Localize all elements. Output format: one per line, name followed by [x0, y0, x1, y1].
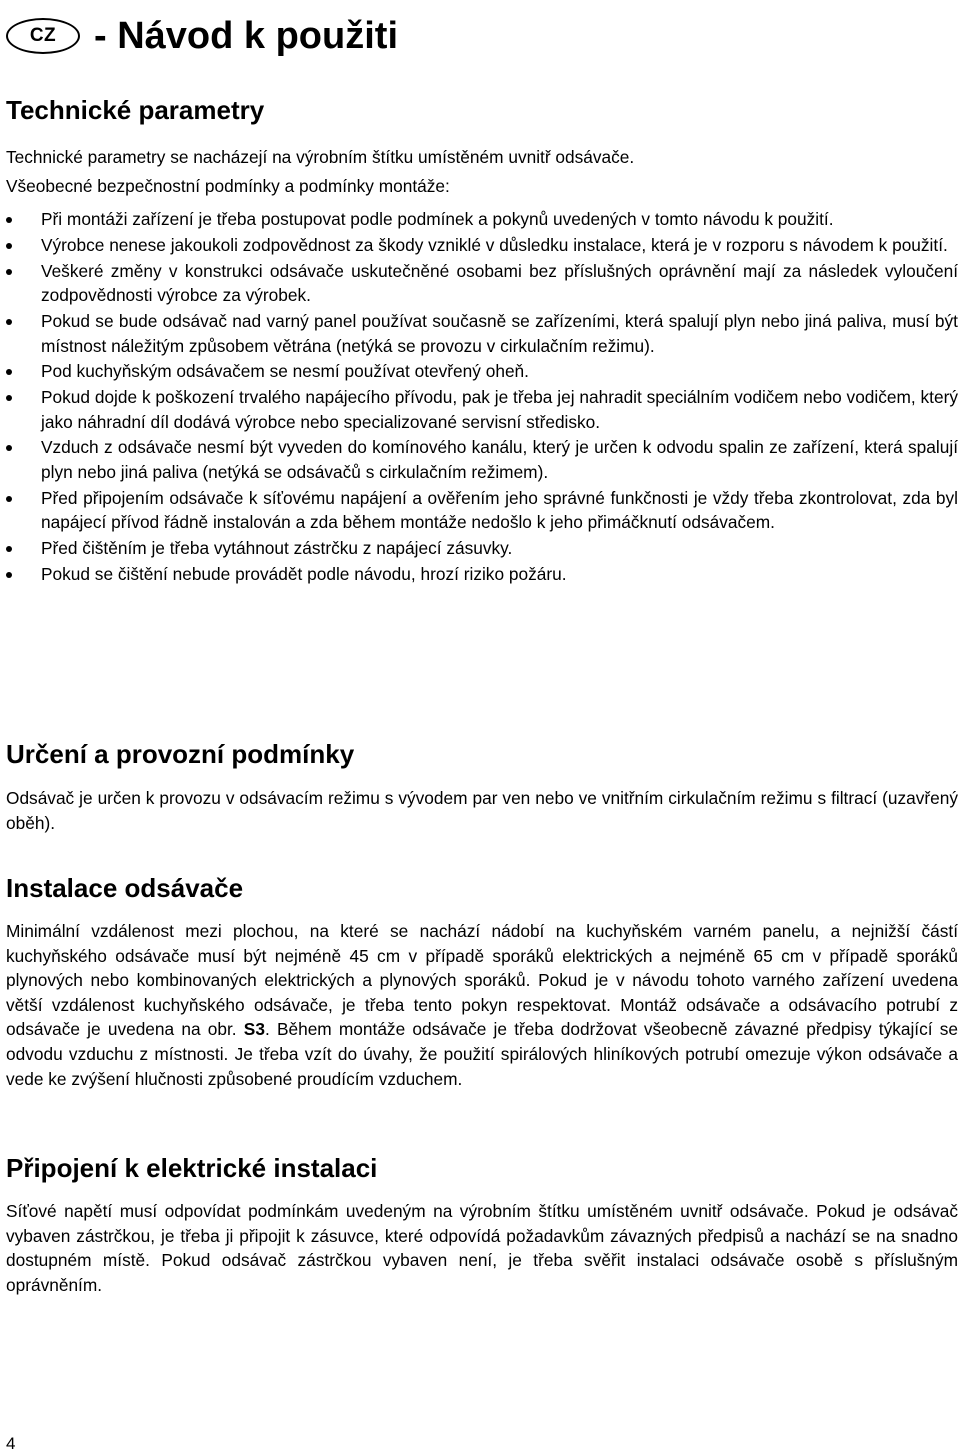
list-item: Vzduch z odsávače nesmí být vyveden do komínového kanálu, který je určen k odvodu spalin ze zařízení, která spalují plyn nebo jiná paliva (netýká se odsávačů s cirkulačním režimem). — [6, 435, 958, 484]
bullet-icon — [6, 319, 12, 325]
installation-paragraph: Minimální vzdálenost mezi plochou, na které se nachází nádobí na kuchyňském varném panelu, a nejnižší částí kuchyňského odsávače musí být nejméně 45 cm v případě sporáků elektrických a nejméně 65 cm v případě sporáků plynových nebo kombinovaných elektrických a plynových sporáků. Pokud je v návodu tohoto varného zařízení uvedena větší vzdálenost kuchyňského odsávače, je třeba tento pokyn respektovat. Montáž odsávače a odsávacího potrubí z odsávače je uvedena na obr. S3. Během montáže odsávače je třeba dodržovat všeobecně závazné předpisy týkající se odvodu vzduchu z místnosti. Je třeba vzít do úvahy, že použití spirálových hliníkových potrubí omezuje výkon odsávače a vede ke zvýšení hlučnosti způsobené proudícím vzduchem. — [6, 921, 958, 1089]
page-number: 4 — [6, 1434, 16, 1453]
bullet-icon — [6, 395, 12, 401]
bullet-icon — [6, 572, 12, 578]
list-item: Před čištěním je třeba vytáhnout zástrčku z napájecí zásuvky. — [6, 536, 958, 561]
list-item: Při montáži zařízení je třeba postupovat podle podmínek a pokynů uvedených v tomto návodu k použití. — [6, 207, 958, 232]
list-item: Pokud se čištění nebude provádět podle návodu, hrozí riziko požáru. — [6, 562, 958, 587]
heading-purpose: Určení a provozní podmínky — [6, 739, 355, 769]
electrical-paragraph: Síťové napětí musí odpovídat podmínkám uvedeným na výrobním štítku umístěném uvnitř odsávače. Pokud je odsávač vybaven zástrčkou, je třeba ji připojit k zásuvce, které odpovídá požadavkům závazných předpisů a nachází se na snadno dostupném místě. Pokud odsávač zástrčkou vybaven není, je třeba svěřit instalaci odsávače osobě s příslušným oprávněním. — [6, 1201, 958, 1295]
safety-conditions-intro: Všeobecné bezpečnostní podmínky a podmínky montáže: — [6, 176, 450, 196]
purpose-paragraph: Odsávač je určen k provozu v odsávacím režimu s vývodem par ven nebo ve vnitřním cirkulačním režimu s filtrací (uzavřený oběh). — [6, 788, 958, 833]
bullet-icon — [6, 243, 12, 249]
list-item: Před připojením odsávače k síťovému napájení a ověřením jeho správné funkčnosti je vždy třeba zkontrolovat, zda byl napájecí přívod řádně instalován a zda během montáže nedošlo k jeho přimáčknutí odsávačem. — [6, 486, 958, 535]
heading-installation: Instalace odsávače — [6, 873, 244, 903]
bullet-icon — [6, 496, 12, 502]
list-item: Výrobce nenese jakoukoli zodpovědnost za škody vzniklé v důsledku instalace, která je v rozporu s návodem k použití. — [6, 233, 958, 258]
bullet-icon — [6, 369, 12, 375]
bullet-icon — [6, 269, 12, 275]
list-item: Veškeré změny v konstrukci odsávače uskutečněné osobami bez příslušných oprávnění mají za následek vyloučení zodpovědnosti výrobce za výrobek. — [6, 259, 958, 308]
safety-bullet-list — [6, 207, 958, 588]
list-item: Pod kuchyňským odsávačem se nesmí používat otevřený oheň. — [6, 359, 958, 384]
heading-electrical: Připojení k elektrické instalaci — [6, 1153, 378, 1183]
language-badge: CZ — [6, 18, 80, 54]
document-header — [6, 14, 398, 58]
bullet-icon — [6, 546, 12, 552]
document-title: - Návod k použiti — [94, 15, 398, 57]
heading-technical-parameters: Technické parametry — [6, 95, 265, 125]
list-item: Pokud dojde k poškození trvalého napájecího přívodu, pak je třeba jej nahradit speciálním vodičem nebo vodičem, který jako náhradní díl dodává výrobce nebo specializované servisní středisko. — [6, 385, 958, 434]
bullet-icon — [6, 217, 12, 223]
technical-intro: Technické parametry se nacházejí na výrobním štítku umístěném uvnitř odsávače. — [6, 147, 635, 167]
list-item: Pokud se bude odsávač nad varný panel používat současně se zařízeními, která spalují plyn nebo jiná paliva, musí být místnost náležitým způsobem větrána (netýká se provozu v cirkulačním režimu). — [6, 309, 958, 358]
bullet-icon — [6, 445, 12, 451]
figure-reference: S3 — [243, 1019, 265, 1040]
